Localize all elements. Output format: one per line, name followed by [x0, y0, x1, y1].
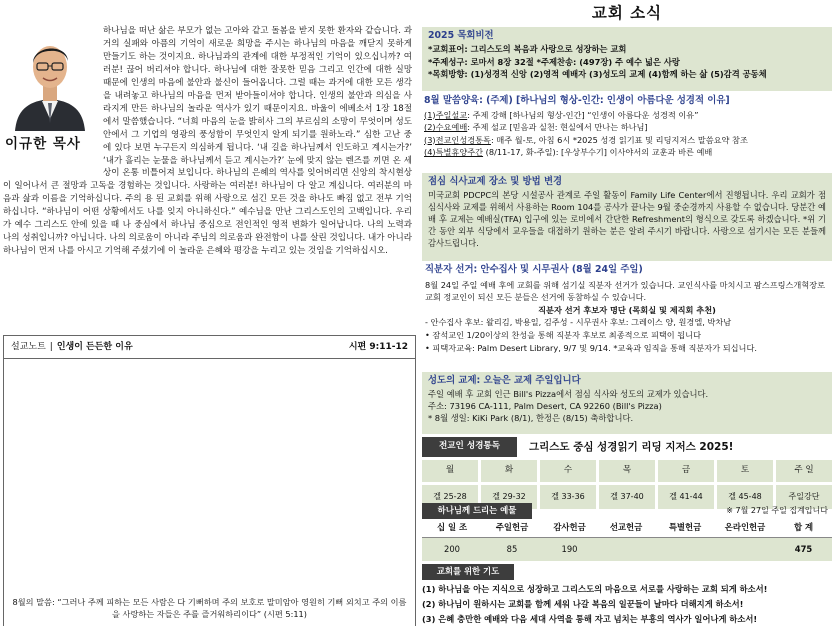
birthday-line: * 8월 생일: KiKi Park (8/1), 한정은 (8/15) 축하합니다. — [428, 413, 634, 423]
chapter-cell: 겔 29-32 — [481, 485, 537, 509]
offering-header: 온라인헌금 — [715, 519, 775, 538]
offering-label: 하나님께 드리는 예물 — [422, 503, 532, 519]
chapter-cell: 주일강단 — [776, 485, 832, 509]
church-news-column — [419, 0, 835, 626]
sermon-label: 설교노트 — [11, 341, 46, 352]
bible-reading-table — [422, 437, 832, 509]
pastor-column — [3, 3, 412, 623]
vision-panel — [422, 27, 832, 91]
fellowship-panel — [422, 372, 832, 434]
sermon-header — [4, 336, 415, 359]
item-head: (4)특별휴양주간 — [424, 147, 484, 157]
lunch-title: 점심 식사교제 장소 및 방법 변경 — [428, 176, 563, 187]
word-nurture-section — [422, 95, 832, 159]
item-head: (1)주일설교 — [424, 109, 468, 120]
offering-value: 85 — [482, 538, 542, 561]
offering-header-row — [422, 519, 832, 538]
pastor-name: 이규한 목사 — [5, 136, 81, 152]
divider: | — [49, 341, 53, 352]
offering-header: 선교헌금 — [597, 519, 655, 538]
day-cell: 목 — [599, 460, 655, 482]
day-cell: 수 — [540, 460, 596, 482]
item-text: : 매주 월-토, 아침 6시 *2025 성경 읽기표 및 리딩지저스 말씀요약 참조 — [490, 134, 748, 145]
list-item — [424, 146, 830, 159]
vision-theme: *주제성구: 로마서 8장 32절 *주제찬송: (497장) 주 예수 넓은 사랑 — [428, 56, 680, 67]
day-cell: 금 — [658, 460, 714, 482]
pastor-photo — [11, 23, 89, 131]
election-rule: • 잠석교인 1/20이상의 찬성을 통해 직분자 후보로 최종적으로 피택이 됩니다 — [425, 329, 702, 340]
sermon-reference: 시편 9:11-12 — [348, 341, 408, 352]
list-item — [424, 121, 830, 134]
item-text: : 주제 강해 [하나님의 형상-인간] “인생이 아름다운 성경적 이유” — [467, 109, 699, 120]
day-cell: 화 — [481, 460, 537, 482]
sermon-title: 인생이 든든한 이유 — [56, 341, 133, 352]
page-title: 교회 소식 — [591, 4, 663, 22]
offering-note: ※ 7월 27일 주일 집계입니다 — [726, 505, 828, 515]
candidate-subhead: 직분자 선거 후보자 명단 (목회실 및 제직회 추천) — [538, 304, 716, 315]
chapter-cell: 겔 25-28 — [422, 485, 478, 509]
offering-value: 190 — [542, 538, 597, 561]
fellowship-address: 주소: 73196 CA-111, Palm Desert, CA 92260 (Bill's Pizza) — [428, 401, 662, 411]
offering-value — [655, 538, 715, 561]
election-section — [422, 264, 832, 354]
item-head: (3)전교인성경통독 — [424, 134, 491, 145]
prayer-item: (3) 은혜 충만한 예배와 다음 세대 사역을 통해 자고 넘치는 부흥의 역사가 일어나게 하소서! — [422, 613, 758, 624]
offering-value — [597, 538, 655, 561]
offering-values-row — [422, 538, 832, 561]
vision-direction: *목회방향: (1)성경적 신앙 (2)영적 예배자 (3)성도의 교제 (4)함께 하는 삶 (5)감격 공동체 — [428, 69, 767, 79]
vision-motto: *교회표어: 그리스도의 복음과 사랑으로 성장하는 교회 — [428, 44, 627, 54]
offering-value — [715, 538, 775, 561]
day-cell: 주 일 — [776, 460, 832, 482]
fellowship-title: 성도의 교제: 오늘은 교제 주일입니다 — [428, 375, 581, 386]
chapter-cell: 겔 33-36 — [540, 485, 596, 509]
prayer-label: 교회를 위한 기도 — [422, 564, 514, 580]
election-rule: • 피택자교육: Palm Desert Library, 9/7 및 9/14. *교육과 임직을 통해 직분자가 되십니다. — [425, 342, 757, 353]
fellowship-line: 주일 예배 후 교회 인근 Bill's Pizza에서 점심 식사와 성도의 교제가 있습니다. — [428, 389, 709, 399]
offering-total: 475 — [775, 538, 832, 561]
election-intro: 8월 24일 주일 예배 후에 교회를 위해 섬기실 직분자 선거가 있습니다. 교인식사를 마치시고 팜스프링스개혁장로교회 정교인이 되신 모든 분들은 선거에 동참하실 수 있습니다. — [425, 279, 826, 303]
lunch-text: 미국교회 PDCPC의 본당 시설공사 관계로 주일 활동이 Family Life Center에서 진행됩니다. 우리 교회가 점심식사와 교제를 위해서 사용하는 Room 104를 공사가 끝나는 9월 중순경까지 사용할 수 없습니다. 당분간 예배 후 교제는 예배실(TFA) 입구에 있는 로비에서 간단한 Refreshment의 형식으로 갖도록 하겠습니다. *위 기간 동안 외부 식당에서 교우들을 대접하기 원하는 분은 알려 주시기 바랍니다. 사랑으로 섬기시는 모든 분들께 감사드립니다. — [428, 190, 826, 248]
offering-header: 특별헌금 — [655, 519, 715, 538]
vision-title: 2025 목회비전 — [428, 30, 494, 41]
day-cell: 월 — [422, 460, 478, 482]
pastor-message-text: 하나님을 떠난 삶은 부모가 없는 고아와 같고 돌봄을 받지 못한 환자와 같습니다. 과거의 실패와 아픔의 기억이 새로운 희망을 주시는 하나님의 마음을 깨닫지 못하게 만들기도 하는 것이지요. 하나님과의 관계에 대한 부정적인 기억이 있으십니까? 여러분! 끊어 버리셔야 합니다. 하나님에 대한 잘못한 믿음 그리고 인간에 대한 실망 때문에 인생의 마음에 불안과 불신이 들어옵니다. 그럴 때는 과거에 대한 모든 생각을 내려놓고 하나님의 마음을 먼저 받아들이셔야 합니다. 인생의 불안과 의심을 사라지게 만든 하나님의 놀라운 역사가 있기 때문이지요. 바울이 에베소서 1장 18절에서 말씀했습니다. “너희 마음의 눈을 밝히사 그의 부르심의 소망이 무엇이며 성도 안에서 그 기업의 영광의 풍성함이 무엇인지 알게 되기를 원하노라.” 심한 고난 중에 있다 보면 누구든지 의심하게 됩니다. ‘내 길을 하나님께서 인도하고 계시는가?’ ‘내가 흘리는 눈물을 하나님께서 듣고 계시는가?’ 눈에 맞지 않는 렌즈를 끼면 온 세상이 온통 비틀어져 보입니다. 하나님의 은혜의 역사를 잊어버리면 신앙의 착시현상이 일어나서 큰 절망과 고독을 경험하는 것입니다. 사랑하는 여러분! 하나님이 다 알고 계십니다. 여러분의 마음과 삶과 이름을 기억하십니다. 주의 용 된 교회를 위해 사랑으로 섬긴 모든 것을 하나도 빠짐 없고 전부 기억하십니다. “하나님이 어떤 상황에서도 나를 잊지 아니하신다.” 예수님을 만난 그리스도인의 고백입니다. 우리가 예수 그리스도 안에 있을 때 나 중심에서 하나님 중심으로 전인적인 영적 변화가 일어납니다. 나의 노력과 나의 성취입니까? 아닙니다. 나의 의로움이 아니라 주님의 의로움과 완전함이 나를 살린 것입니다. 내가 아니라 하나님이 먼저 나를 아시고 기억해 주셨기에 이 놀라운 은혜와 평강을 누리고 있는 것임을 기억하십시오. — [3, 26, 412, 257]
candidate-list: - 안수집사 후보: 왈리김, 박용일, 김주성 - 시무권사 후보: 그레이스 양, 원경엘, 박차남 — [425, 317, 732, 328]
day-cell: 토 — [717, 460, 773, 482]
offering-header: 감사헌금 — [542, 519, 597, 538]
item-text: : 주제 설교 [믿음과 실천: 현실에서 만나는 하나님] — [467, 122, 648, 132]
prayer-item: (2) 하나님이 원하시는 교회를 함께 세워 나갈 복음의 일꾼들이 날마다 더해지게 하소서! — [422, 598, 744, 609]
reading-days-row — [422, 460, 832, 482]
offering-header: 합 계 — [775, 519, 832, 538]
election-title: 직분자 선거: 안수집사 및 시무권사 (8월 24일 주일) — [425, 264, 643, 275]
offering-header: 십 일 조 — [422, 519, 482, 538]
chapter-cell: 겔 45-48 — [717, 485, 773, 509]
offering-header: 주일헌금 — [482, 519, 542, 538]
list-item — [424, 109, 830, 122]
prayer-item: (1) 하나님을 아는 지식으로 성장하고 그리스도의 마음으로 서로를 사랑하는 교회 되게 하소서! — [422, 584, 768, 594]
reading-label: 전교인 성경통독 — [422, 437, 517, 457]
offering-table — [422, 503, 832, 561]
prayer-section — [422, 564, 832, 626]
offering-value: 200 — [422, 538, 482, 561]
word-nurture-title: 8월 말씀양육: (주제) [하나님의 형상-인간: 인생이 아름다운 성경적 이유] — [424, 95, 730, 106]
chapter-cell: 겔 41-44 — [658, 485, 714, 509]
chapter-cell: 겔 37-40 — [599, 485, 655, 509]
list-item — [424, 134, 830, 147]
lunch-panel — [422, 173, 832, 261]
memory-verse: 8월의 말씀: “그러나 주께 피하는 모든 사람은 다 기뻐하며 주의 보호로 말미암아 영원히 기뻐 외치고 주의 이름을 사랑하는 자들은 주를 즐거워하리이다” (시편 5:11) — [12, 597, 407, 619]
sermon-note-box — [3, 335, 416, 626]
item-head: (2)수요예배 — [424, 122, 468, 132]
item-text: (8/11-17, 화-주일): [우상부수기] 이사야서의 교훈과 바른 예배 — [483, 147, 713, 157]
reading-title: 그리스도 중심 성경읽기 리딩 지저스 2025! — [529, 440, 734, 453]
prayer-list — [422, 582, 832, 626]
